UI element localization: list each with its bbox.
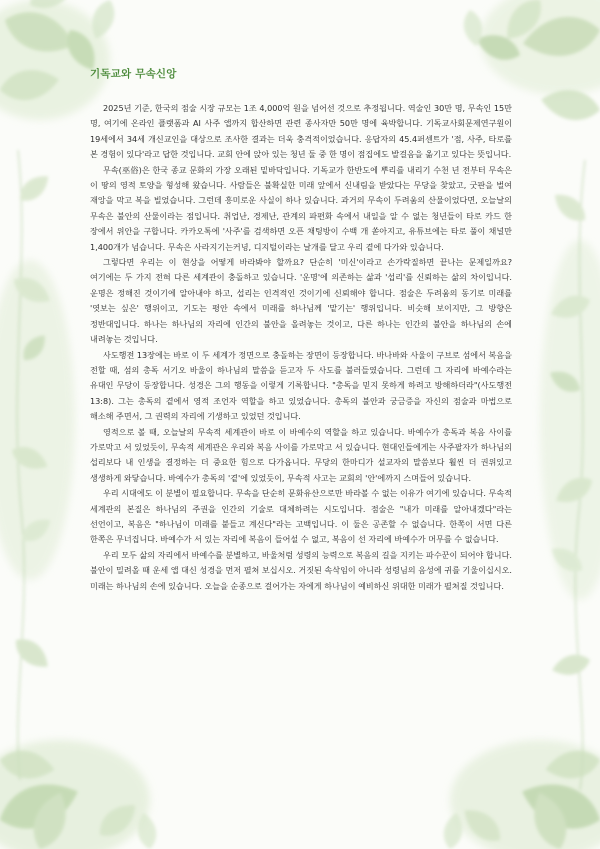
paragraph-7: 우리 모두 삶의 자리에서 바예수를 분별하고, 바울처럼 성령의 능력으로 복음의 길을 지키는 파수꾼이 되어야 합니다. 불안이 밀려올 때 운세 앱 대신 성경을 먼저 펼쳐 보십시오. 거짓된 속삭임이 아니라 성령님의 음성에 귀를 기울이십시오. 미래는 하나님의 손에 있습니다. 오늘을 순종으로 걸어가는 자에게 하나님이 예비하신 위대한 미래가 펼쳐질 것입니다.: [90, 549, 512, 591]
paragraph-1: 2025년 기준, 한국의 점술 시장 규모는 1조 4,000억 원을 넘어선 것으로 추정됩니다. 역술인 30만 명, 무속인 15만 명, 여기에 온라인 플랫폼과 AI 사주 앱까지 합산하면 관련 종사자만 50만 명에 육박합니다. 기독교사회문제연구원이 19세에서 34세 개신교인을 대상으로 조사한 결과는 더욱 충격적이었습니다. 응답자의 45.4퍼센트가 '점, 사주, 타로를 본 경험이 있다'라고 답한 것입니다. 교회 안에 앉아 있는 청년 둘 중 한 명이 점집에도 발걸음을 옮기고 있다는 뜻입니다.: [90, 103, 512, 160]
document-body: [90, 66, 512, 594]
document-title: 기독교와 무속신앙: [90, 68, 177, 80]
paragraph-5: 영적으로 볼 때, 오늘날의 무속적 세계관이 바로 이 바예수의 역할을 하고 있습니다. 바예수가 총독과 복음 사이를 가로막고 서 있었듯이, 무속적 세계관은 우리와 복음 사이를 가로막고 서 있습니다. 현대인들에게는 사주팔자가 하나님의 섭리보다 내 인생을 결정하는 더 중요한 힘으로 다가옵니다. 무당의 한마디가 설교자의 말씀보다 훨씬 더 권위있고 생생하게 와닿습니다. 바예수가 총독의 '곁'에 있었듯이, 무속적 사고는 교회의 '안'에까지 스며들어 있습니다.: [90, 426, 512, 483]
paragraph-2: 무속(巫俗)은 한국 종교 문화의 가장 오래된 밑바닥입니다. 기독교가 한반도에 뿌리를 내리기 수천 년 전부터 무속은 이 땅의 영적 토양을 형성해 왔습니다. 사람들은 불확실한 미래 앞에서 신내림을 받았다는 무당을 찾았고, 굿판을 벌여 재앙을 막고 복을 빌었습니다. 그런데 흥미로운 사실이 하나 있습니다. 과거의 무속이 두려움의 산물이었다면, 오늘날의 무속은 불안의 산물이라는 점입니다. 취업난, 경제난, 관계의 파편화 속에서 내일을 알 수 없는 청년들이 타로 카드 한 장에서 위안을 구합니다. 카카오톡에 '사주'를 검색하면 오픈 채팅방이 수백 개 쏟아지고, 유튜브에는 타로 풀이 채널만 1,400개가 넘습니다. 무속은 사라지기는커녕, 디지털이라는 날개를 달고 우리 곁에 다가와 있습니다.: [90, 164, 512, 252]
paragraph-3: 그렇다면 우리는 이 현상을 어떻게 바라봐야 할까요? 단순히 '미신'이라고 손가락질하면 끝나는 문제일까요? 여기에는 두 가지 전혀 다른 세계관이 충돌하고 있습니다. '운명'에 의존하는 삶과 '섭리'를 신뢰하는 삶의 차이입니다. 운명은 정해진 것이기에 알아내야 하고, 섭리는 인격적인 것이기에 신뢰해야 합니다. 점술은 두려움의 동기로 미래를 '엿보는 싶은' 행위이고, 기도는 평안 속에서 미래를 하나님께 '맡기는' 행위입니다. 비슷해 보이지만, 그 방향은 정반대입니다. 하나는 하나님의 자리에 인간의 불안을 올려놓는 것이고, 다른 하나는 인간의 불안을 하나님의 손에 내려놓는 것입니다.: [90, 257, 512, 345]
paragraph-4: 사도행전 13장에는 바로 이 두 세계가 정면으로 충돌하는 장면이 등장합니다. 바나바와 사울이 구브로 섬에서 복음을 전할 때, 섬의 총독 서기오 바울이 하나님의 말씀을 듣고자 두 사도를 불러들였습니다. 그런데 그 자리에 바예수라는 유대인 무당이 등장합니다. 성경은 그의 행동을 이렇게 기록합니다. "총독을 믿지 못하게 하려고 방해하더라"(사도행전 13:8). 그는 총독의 곁에서 영적 조언자 역할을 하고 있었습니다. 총독의 불안과 궁금증을 자신의 점술과 마법으로 해소해 주면서, 그 권력의 자리에 기생하고 있었던 것입니다.: [90, 349, 512, 422]
paragraph-6: 우리 시대에도 이 분별이 필요합니다. 무속을 단순히 문화유산으로만 바라볼 수 없는 이유가 여기에 있습니다. 무속적 세계관의 본질은 하나님의 주권을 인간의 기술로 대체하려는 시도입니다. 점술은 "내가 미래를 알아내겠다"라는 선언이고, 복음은 "하나님이 미래를 붙들고 계신다"라는 고백입니다. 이 둘은 공존할 수 없습니다. 한쪽이 서면 다른 한쪽은 무너집니다. 바예수가 서 있는 자리에 복음이 들어설 수 없고, 복음이 선 자리에 바예수가 머무를 수 없습니다.: [90, 488, 512, 545]
